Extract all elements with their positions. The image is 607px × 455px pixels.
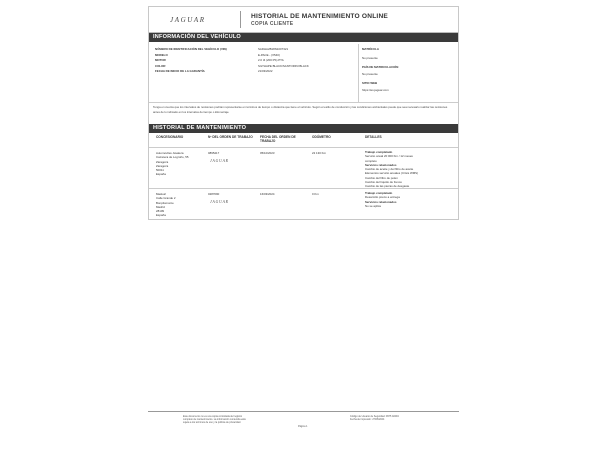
row2-dealer-line: España [156,213,166,218]
website-link[interactable]: https://es.jaguar.com [362,88,389,92]
row1-service: Cambio del filtro de polen [365,175,398,180]
row2-dealer-line: Bonpilomonte [156,200,174,205]
footer-left-line: completo de mantenimiento. La información contenida está [183,418,246,422]
jaguar-logo: JAGUAR [170,16,206,24]
footer-left [183,415,246,425]
footer-left-line: Este documento no es una copia controlada del registro [183,415,243,418]
footer-print-date: Fecha de impresión: 27/06/2024 [350,418,385,422]
header-divider [240,11,241,28]
vin-value: SADHA2B18N1007321 [258,47,289,51]
row1-details [365,150,418,189]
row2-order-no: 0287090 [208,192,220,196]
col-odometer: ODÓMETRO [312,135,331,139]
engine-label: MOTOR [155,58,166,62]
frame-top [148,6,459,7]
model-label: MODELO [155,52,168,57]
row1-service: Elementos servicio anuales (Crisis WMS) [365,171,419,176]
row2-service: No se aplica [365,203,381,208]
col-order-date: FECHA DEL ORDEN DE TRABAJO [260,135,296,143]
row2-order-date: 16/03/2024 [260,192,275,196]
warranty-value: 21/03/2022 [258,69,273,73]
website-label: SITIO WEB [362,81,378,85]
frame-bottom [148,219,459,220]
row1-service: Cambio de aceite y del filtro de aceite [365,167,414,172]
row2-dealer-line: Maskuri [156,192,167,196]
color-label: COLOR [155,63,166,68]
document-header [148,6,459,33]
row1-service: Cambio de las piezas de desgaste [365,184,410,189]
row1-dealer-line: España [156,172,166,177]
disclaimer-text: Tenga en cuenta que los intervalos de revisiones podrían representarse en términos de tiempo o distancia que tiene el vehículo. Según el estilo de conducción y las condiciones ambientales puede que sea necesario realizar las revisiones antes de lo indicado en los intervalos de tiempo o kilometraje. [153,105,448,114]
row2-work-line: Desarrollo previo a entrega [365,195,400,200]
col-dealer: CONCESIONARIO [156,135,184,139]
row-divider [148,188,459,189]
document-page [148,6,459,436]
footer-right [350,415,399,421]
row1-dealer-line: Automóviles Javalera [156,151,184,155]
history-header: HISTORIAL DE MANTENIMIENTO [148,124,459,133]
row1-services-title: Servicios relacionados [365,162,397,167]
page-number: Página 1 [298,425,308,428]
vin-label: NÚMERO DE IDENTIFICACIÓN DEL VEHÍCULO (VIN) [155,47,227,51]
vehicle-info-divider [358,44,359,102]
row1-dealer-line: Zaragoza [156,159,169,164]
row2-jaguar-logo: JAGUAR [210,200,229,204]
row1-dealer-line: Zaragoza [156,163,169,168]
row1-work-line: Servicio anual 20 000 Km / 12 meses [365,154,413,159]
col-order-no: Nº DEL ORDEN DE TRABAJO [208,135,253,139]
page-subtitle: COPIA CLIENTE [251,21,294,27]
row1-dealer-line: 50011 [156,168,164,173]
warranty-label: FECHA DE INICIO DE LA GARANTÍA [155,69,205,73]
section-divider [148,102,459,103]
row2-work-title: Trabajo completado [365,191,393,195]
row2-odometer: 0 Km [312,192,319,196]
row1-work-line: completo [365,158,377,163]
footer-left-line: sujeta a los términos de uso y la política de privacidad. [183,421,241,425]
model-value: E-PACE - (X540) [258,52,280,57]
table-row [156,151,188,177]
country-value: No presente [362,72,378,76]
table-header-rule [148,147,459,148]
row1-dealer-line: Carretera de Logroño, 55 [156,155,189,160]
row1-order-no: 0895417 [208,151,220,155]
frame-left [148,6,149,220]
row1-order-date: 05/10/2023 [260,151,275,155]
footer-security-code: Código de Usuario de Seguridad: 9975 02494 [350,415,399,418]
row1-odometer: 22 130 Km [312,151,326,155]
table-row [156,192,175,218]
plate-value: No presente [362,56,378,60]
engine-value: 2.0 I4 (200 PS) PTA [258,58,284,62]
color-value: SILTHAPE BLACK/SANTORINI BLACK [258,63,309,68]
page-title: HISTORIAL DE MANTENIMIENTO ONLINE [251,13,389,20]
country-label: PAÍS DE MATRICULACIÓN [362,65,399,69]
frame-right [458,6,459,220]
row1-jaguar-logo: JAGUAR [210,159,229,163]
row2-services-title: Servicios relacionados [365,199,397,204]
vehicle-info-header: INFORMACIÓN DEL VEHÍCULO [148,33,459,42]
row2-dealer-line: Calle Grande 2 [156,196,176,201]
col-details: DETALLES [365,135,382,139]
plate-label: MATRÍCULA [362,47,379,51]
row1-work-title: Trabajo completado [365,150,393,154]
row2-dealer-line: Madrid [156,204,165,209]
footer-rule [148,411,459,412]
row1-service: Cambio del líquido de frenos [365,180,402,185]
row2-details [365,191,400,208]
row2-dealer-line: 28109 [156,209,165,214]
